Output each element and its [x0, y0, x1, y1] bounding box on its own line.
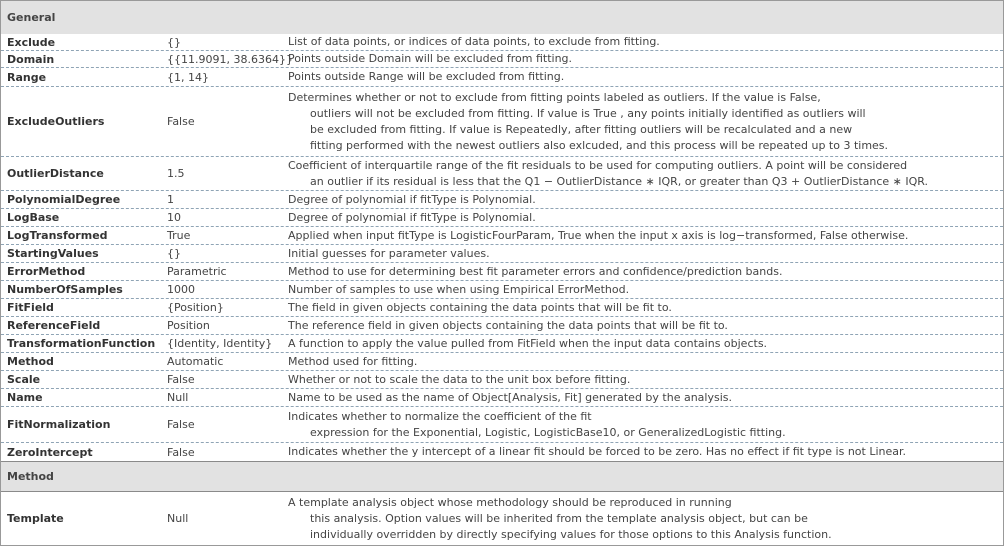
section-title: Method — [7, 470, 54, 483]
option-description — [288, 68, 1000, 86]
description-line: Number of samples to use when using Empirical ErrorMethod. — [288, 282, 630, 296]
option-description — [288, 51, 1000, 67]
description-line: expression for the Exponential, Logistic, LogisticBase10, or GeneralizedLogistic fitting. — [310, 425, 786, 439]
option-row-method — [1, 353, 1003, 371]
option-name: ZeroIntercept — [7, 445, 93, 459]
description-line: Determines whether or not to exclude from fitting points labeled as outliers. If the value is False, — [288, 90, 821, 104]
option-description — [288, 34, 1000, 50]
option-row-name — [1, 389, 1003, 407]
option-description — [288, 353, 1000, 370]
description-line: A template analysis object whose methodology should be reproduced in running — [288, 495, 732, 509]
option-value: {1, 14} — [167, 70, 209, 84]
description-line: this analysis. Option values will be inherited from the template analysis object, but can be — [310, 511, 808, 525]
section-header-general — [1, 1, 1003, 34]
option-name: Name — [7, 391, 43, 404]
option-description — [288, 371, 1000, 388]
description-line: Degree of polynomial if fitType is Polynomial. — [288, 192, 536, 206]
option-name: ExcludeOutliers — [7, 115, 105, 128]
option-row-domain — [1, 51, 1003, 68]
option-name: NumberOfSamples — [7, 283, 123, 296]
option-value: 1.5 — [167, 167, 185, 180]
option-name: TransformationFunction — [7, 337, 156, 350]
option-row-transformationfunction — [1, 335, 1003, 353]
description-line: an outlier if its residual is less that the Q1 − OutlierDistance ∗ IQR, or greater than Q3 + OutlierDistance ∗ IQR. — [310, 174, 929, 188]
option-value: Null — [167, 512, 189, 525]
description-line: Method used for fitting. — [288, 354, 418, 368]
option-row-template — [1, 491, 1003, 545]
option-name: LogBase — [7, 211, 60, 224]
option-description — [288, 227, 1000, 244]
option-description — [288, 443, 1000, 461]
description-line: Coefficient of interquartile range of the fit residuals to be used for computing outliers. A point will be considered — [288, 158, 908, 172]
option-row-excludeoutliers — [1, 87, 1003, 157]
option-description — [288, 263, 1000, 280]
option-row-fitfield — [1, 299, 1003, 317]
description-line: The reference field in given objects containing the data points that will be fit to. — [288, 318, 728, 332]
option-value: 1000 — [167, 283, 195, 296]
option-description — [288, 299, 1000, 316]
option-description — [288, 209, 1000, 226]
option-row-scale — [1, 371, 1003, 389]
description-line: Applied when input fitType is LogisticFourParam, True when the input x axis is log−transformed, False otherwise. — [288, 228, 909, 242]
option-description — [288, 157, 1000, 190]
option-row-zerointercept — [1, 443, 1003, 462]
option-name: FitNormalization — [7, 418, 111, 431]
option-description — [288, 389, 1000, 406]
description-line: Method to use for determining best fit parameter errors and confidence/prediction bands. — [288, 264, 783, 278]
option-description — [288, 245, 1000, 262]
option-name: ErrorMethod — [7, 265, 86, 278]
option-row-outlierdistance — [1, 157, 1003, 191]
option-value: False — [167, 373, 195, 386]
option-name: Template — [7, 512, 64, 525]
option-value: Position — [167, 319, 210, 332]
option-name: Method — [7, 355, 54, 368]
description-line: Indicates whether the y intercept of a linear fit should be forced to be zero. Has no effect if fit type is not Linear. — [288, 445, 907, 458]
description-line: individually overridden by directly specifying values for those options to this Analysis function. — [310, 527, 832, 541]
option-row-exclude — [1, 34, 1003, 51]
option-value: Null — [167, 391, 189, 404]
option-value: {} — [167, 247, 181, 260]
option-row-referencefield — [1, 317, 1003, 335]
option-name: Exclude — [7, 35, 56, 49]
option-name: FitField — [7, 301, 54, 314]
option-name: PolynomialDegree — [7, 193, 121, 206]
option-value: Automatic — [167, 355, 224, 368]
section-header-method — [1, 462, 1003, 491]
option-row-logtransformed — [1, 227, 1003, 245]
option-row-fitnormalization — [1, 407, 1003, 443]
description-line: Indicates whether to normalize the coefficient of the fit — [288, 409, 592, 423]
description-line: be excluded from fitting. If value is Repeatedly, after fitting outliers will be recalculated and a new — [310, 122, 853, 136]
description-line: fitting performed with the newest outliers also exlcuded, and this process will be repeated up to 3 times. — [310, 138, 889, 152]
option-value: False — [167, 115, 195, 128]
description-line: Degree of polynomial if fitType is Polynomial. — [288, 210, 536, 224]
option-row-polynomialdegree — [1, 191, 1003, 209]
section-title: General — [7, 11, 56, 24]
option-name: ReferenceField — [7, 319, 101, 332]
option-value: {{11.9091, 38.6364}} — [167, 52, 293, 66]
option-value: 1 — [167, 193, 174, 206]
option-description — [288, 407, 1000, 442]
option-description — [288, 281, 1000, 298]
option-value: Parametric — [167, 265, 227, 278]
description-line: outliers will not be excluded from fitting. If value is True , any points initially identified as outliers will — [310, 106, 866, 120]
description-line: Name to be used as the name of Object[Analysis, Fit] generated by the analysis. — [288, 390, 732, 404]
description-line: The field in given objects containing the data points that will be fit to. — [288, 300, 672, 314]
option-name: Range — [7, 70, 47, 84]
option-description — [288, 492, 1000, 545]
option-name: OutlierDistance — [7, 167, 104, 180]
option-description — [288, 191, 1000, 208]
description-line: Initial guesses for parameter values. — [288, 246, 490, 260]
option-value: 10 — [167, 211, 181, 224]
option-value: False — [167, 445, 195, 459]
option-name: Domain — [7, 52, 55, 66]
description-line: A function to apply the value pulled from FitField when the input data contains objects. — [288, 336, 768, 350]
option-description — [288, 87, 1000, 156]
option-value: False — [167, 418, 195, 431]
description-line: Points outside Domain will be excluded from fitting. — [288, 52, 573, 65]
option-row-logbase — [1, 209, 1003, 227]
option-value: {Identity, Identity} — [167, 337, 273, 350]
option-value: True — [167, 229, 191, 242]
option-row-errormethod — [1, 263, 1003, 281]
description-line: List of data points, or indices of data points, to exclude from fitting. — [288, 35, 660, 48]
option-row-range — [1, 68, 1003, 87]
option-row-startingvalues — [1, 245, 1003, 263]
description-line: Points outside Range will be excluded from fitting. — [288, 70, 565, 83]
option-value: {Position} — [167, 301, 224, 314]
option-name: LogTransformed — [7, 229, 108, 242]
option-name: StartingValues — [7, 247, 99, 260]
description-line: Whether or not to scale the data to the unit box before fitting. — [288, 372, 631, 386]
option-description — [288, 335, 1000, 352]
option-description — [288, 317, 1000, 334]
option-name: Scale — [7, 373, 41, 386]
option-row-numberofsamples — [1, 281, 1003, 299]
option-value: {} — [167, 35, 181, 49]
